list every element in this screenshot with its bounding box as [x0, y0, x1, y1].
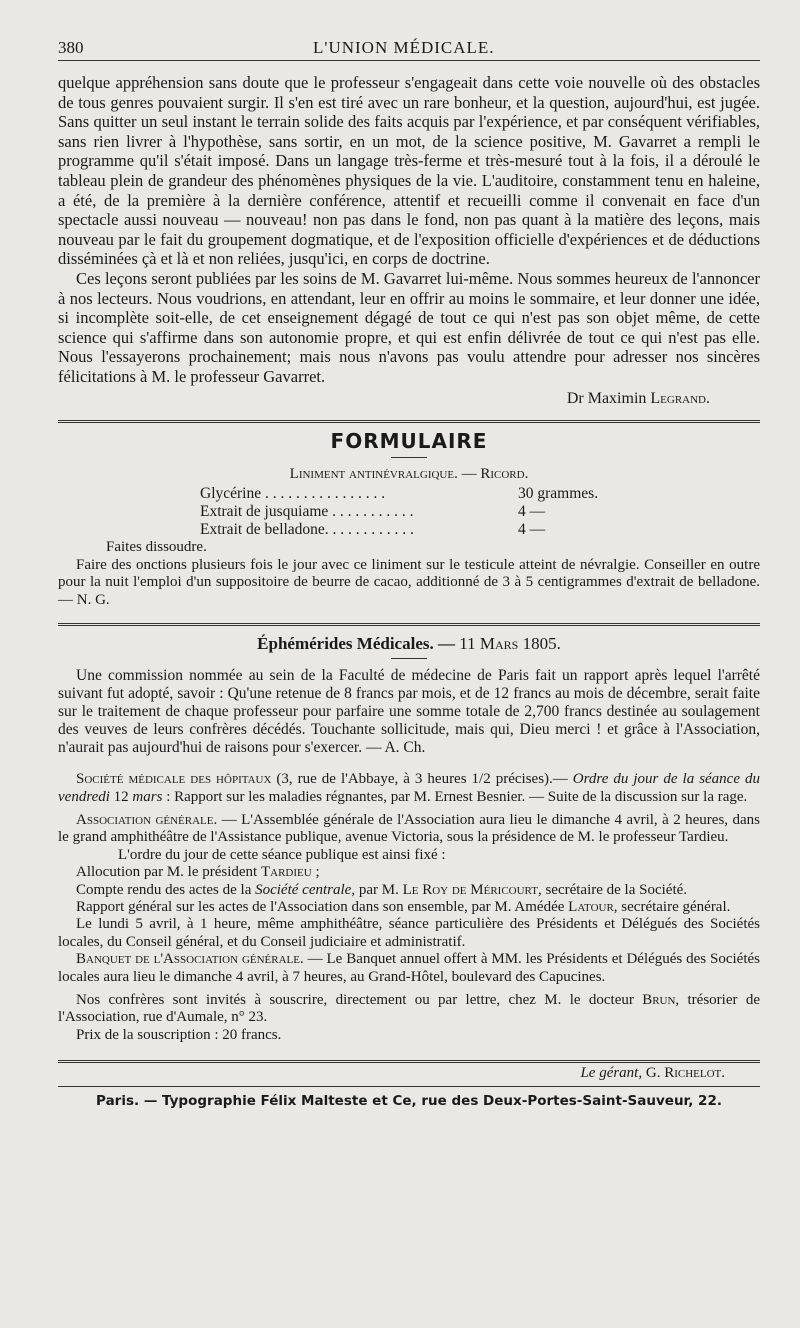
ingredient-qty: 4 —: [518, 503, 546, 521]
header-rule: [58, 60, 760, 61]
ingredient-row: [200, 485, 760, 503]
banquet-notice: Banquet de l'Association générale. — Le Banquet annuel offert à MM. les Présidents et Délégués des Sociétés locales aura lieu le dimanche 4 avril, à 7 heures, au Grand-Hôtel, boulevard des Capucines.: [58, 951, 761, 985]
title-rule: [391, 658, 427, 659]
dissolve-text: Faites dissoudre.: [106, 539, 207, 556]
running-title: L'UNION MÉDICALE.: [313, 38, 495, 57]
ingredient-name: Extrait de jusquiame . . . . . . . . . . .: [200, 503, 414, 521]
societe-notice: Société médicale des hôpitaux (3, rue de l'Abbaye, à 3 heures 1/2 précises).— Ordre du jour de la séance du vendredi 12 mars : Rapport sur les maladies régnantes, par M. Ernest Besnier. — Suite de la discussion sur la rage.: [58, 771, 761, 805]
article-paragraph-1: quelque appréhension sans doute que le professeur s'engageait dans cette voie nouvelle où des obstacles de tous genres pouvaient surgir. Il s'en est tiré avec un rare bonheur, et la question, aujourd'hui, est jugée. Sans quitter un seul instant le terrain solide des faits acquis par l'expérience, et par conséquent vérifiables, sans rien livrer à l'hypothèse, sans sortir, en un mot, de la science positive, M. Gavarret a rempli le programme qu'il s'était imposé. Dans un langage très-ferme et très-mesuré tout à la fois, il a déroulé le tableau plein de grandeur des phénomènes physiques de la vie. L'auditoire, constamment tenu en haleine, a été, de la première à la dernière conférence, attentif et recueilli comme il convenait en face d'un spectacle aussi nouveau — nouveau! non pas dans le fond, non pas quant à la matière des leçons, mais nouveau par le fait du groupement dogmatique, et de l'exposition officielle d'expériences et de déductions disséminées çà et là et non reliées, jusqu'ici, en corps de doctrine.: [58, 73, 760, 269]
allocution-item: Allocution par M. le président Tardieu ;: [76, 864, 320, 881]
ephemerides-text: Une commission nommée au sein de la Faculté de médecine de Paris fait un rapport après lequel l'arrêté suivant fut adopté, savoir : Qu'une retenue de 8 francs par mois, et de 12 francs au mois de décembre, serait faite sur le traitement de chaque professeur pour parfaire une somme totale de 2,700 francs destinée au soulagement des veuves de leurs confrères décédés. Touchante sollicitude, mais qui, Dieu merci ! et grâce à l'Association, n'aurait pas aujourd'hui de raisons pour s'exercer. — A. Ch.: [58, 667, 760, 757]
footer-rule: [58, 1060, 760, 1063]
ingredient-qty: 30 grammes.: [518, 485, 599, 503]
page-header: [58, 34, 760, 60]
printer-imprint: Paris. — Typographie Félix Malteste et Ce, rue des Deux-Portes-Saint-Sauveur, 22.: [96, 1093, 722, 1110]
news-section: [58, 771, 760, 1044]
usage-text: Faire des onctions plusieurs fois le jour avec ce liniment sur le testicule atteint de névralgie. Conseiller en outre pour la nuit l'emploi d'un suppositoire de beurre de cacao, additionné de 3 à 5 centigrammes d'extrait de belladone. — N. G.: [58, 556, 760, 608]
article-body: [58, 73, 760, 408]
rapport-item: Rapport général sur les actes de l'Association dans son ensemble, par M. Amédée Latour, secrétaire général.: [76, 898, 731, 915]
compte-rendu-item: Compte rendu des actes de la Société centrale, par M. Le Roy de Méricourt, secrétaire de la Société.: [76, 881, 688, 898]
ingredient-qty: 4 —: [518, 521, 546, 539]
ingredient-name: Extrait de belladone. . . . . . . . . . . .: [200, 521, 414, 539]
ephemerides-section: [58, 634, 760, 757]
ingredient-row: [200, 521, 760, 539]
section-rule: [58, 420, 760, 423]
article-paragraph-2: Ces leçons seront publiées par les soins de M. Gavarret lui-même. Nous sommes heureux de l'annoncer à nos lecteurs. Nous voudrions, en attendant, leur en offrir au moins le sommaire, et leur donner une idée, si incomplète soit-elle, de cet enseignement dégagé de tout ce qui n'est pas son objet même, de cette science qui s'affirme dans son autonomie propre, et qui est enfin délivrée de tout ce qui n'est pas elle. Nous l'essayerons prochainement; mais nous n'avons pas voulu attendre pour adresser nos sincères félicitations à M. le professeur Gavarret.: [58, 268, 760, 386]
ephemerides-title: Éphémérides Médicales. — 11 Mars 1805.: [257, 634, 561, 654]
ingredient-row: [200, 503, 760, 521]
ordre-du-jour: L'ordre du jour de cette séance publique est ainsi fixé :: [118, 846, 446, 863]
recipe-name: Liniment antinévralgique. — Ricord.: [289, 466, 529, 483]
formulaire-title: FORMULAIRE: [330, 429, 488, 454]
formulaire-section: [58, 429, 760, 609]
lundi-notice: Le lundi 5 avril, à 1 heure, même amphithéâtre, séance particulière des Présidents et Délégués des Sociétés locales, du Conseil général, et du Conseil judiciaire et administratif.: [58, 916, 760, 950]
gerant-signature: Le gérant, G. Richelot.: [580, 1065, 725, 1082]
article-signature: Dr Maximin Legrand.: [566, 389, 710, 407]
footer-rule-2: [58, 1086, 760, 1087]
association-notice: Association générale. — L'Assemblée générale de l'Association aura lieu le dimanche 4 avril, à 2 heures, dans le grand amphithéâtre de l'Assistance publique, avenue Victoria, sous la présidence de M. le professeur Tardieu.: [58, 811, 760, 846]
ingredient-name: Glycérine . . . . . . . . . . . . . . . .: [200, 485, 386, 503]
section-rule: [58, 623, 760, 626]
title-rule: [391, 457, 427, 458]
souscription-price: Prix de la souscription : 20 francs.: [76, 1026, 282, 1043]
souscription-notice: Nos confrères sont invités à souscrire, directement ou par lettre, chez M. le docteur Brun, trésorier de l'Association, rue d'Aumale, n° 23.: [58, 991, 760, 1026]
page-number: 380: [58, 38, 84, 57]
